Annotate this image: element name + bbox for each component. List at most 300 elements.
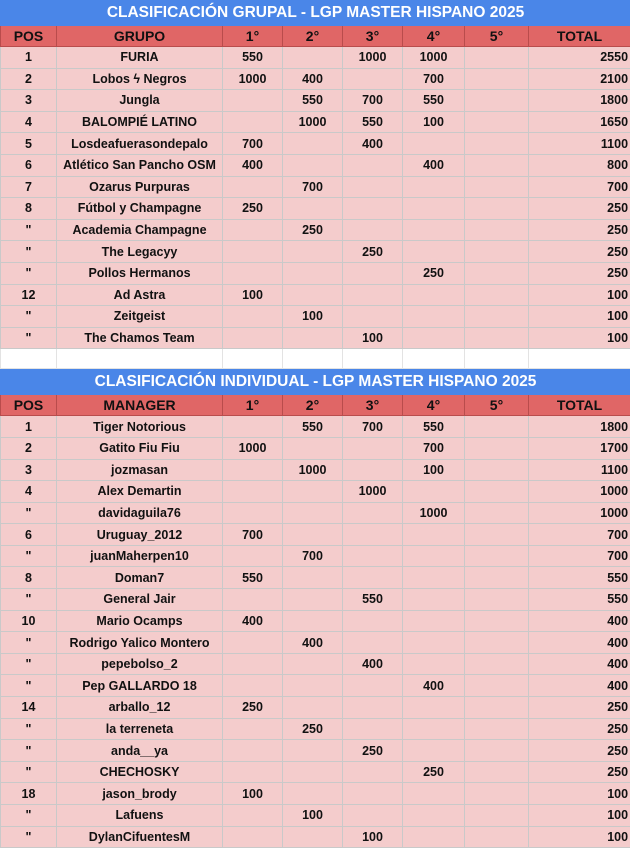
cell-pos[interactable]: " xyxy=(1,653,57,675)
cell-place-2[interactable] xyxy=(283,783,343,805)
group-table-title[interactable]: CLASIFICACIÓN GRUPAL - LGP MASTER HISPANO 2025 xyxy=(1,1,630,26)
cell-place-4[interactable] xyxy=(403,327,465,349)
cell-place-1[interactable] xyxy=(223,502,283,524)
cell-total[interactable]: 250 xyxy=(529,718,630,740)
cell-manager[interactable]: Lafuens xyxy=(57,805,223,827)
cell-place-1[interactable] xyxy=(223,481,283,503)
blank-cell[interactable] xyxy=(283,349,343,369)
cell-grupo[interactable]: The Legacyy xyxy=(57,241,223,263)
cell-place-4[interactable] xyxy=(403,176,465,198)
cell-pos[interactable]: " xyxy=(1,761,57,783)
cell-place-3[interactable] xyxy=(343,198,403,220)
cell-manager[interactable]: Pep GALLARDO 18 xyxy=(57,675,223,697)
cell-place-5[interactable] xyxy=(465,133,529,155)
cell-grupo[interactable]: Zeitgeist xyxy=(57,306,223,328)
cell-place-3[interactable] xyxy=(343,437,403,459)
header-grupo[interactable]: GRUPO xyxy=(57,26,223,47)
cell-place-4[interactable] xyxy=(403,783,465,805)
cell-total[interactable]: 400 xyxy=(529,632,630,654)
cell-place-2[interactable] xyxy=(283,133,343,155)
cell-place-5[interactable] xyxy=(465,610,529,632)
cell-place-4[interactable] xyxy=(403,567,465,589)
cell-place-4[interactable] xyxy=(403,481,465,503)
cell-place-2[interactable] xyxy=(283,502,343,524)
table-row xyxy=(1,697,630,719)
cell-pos[interactable]: " xyxy=(1,306,57,328)
cell-pos[interactable]: 6 xyxy=(1,524,57,546)
cell-place-5[interactable] xyxy=(465,111,529,133)
cell-place-1[interactable]: 550 xyxy=(223,47,283,69)
cell-manager[interactable]: Uruguay_2012 xyxy=(57,524,223,546)
cell-grupo[interactable]: FURIA xyxy=(57,47,223,69)
cell-place-4[interactable] xyxy=(403,610,465,632)
header-place-3[interactable]: 3° xyxy=(343,26,403,47)
blank-cell[interactable] xyxy=(343,349,403,369)
cell-manager[interactable]: Mario Ocamps xyxy=(57,610,223,632)
cell-place-5[interactable] xyxy=(465,327,529,349)
header-manager[interactable]: MANAGER xyxy=(57,395,223,416)
cell-place-3[interactable]: 1000 xyxy=(343,481,403,503)
cell-pos[interactable]: " xyxy=(1,219,57,241)
cell-place-3[interactable]: 700 xyxy=(343,416,403,438)
cell-place-4[interactable]: 700 xyxy=(403,68,465,90)
table-row xyxy=(1,327,630,349)
cell-pos[interactable]: " xyxy=(1,589,57,611)
cell-place-3[interactable] xyxy=(343,306,403,328)
cell-place-5[interactable] xyxy=(465,545,529,567)
cell-place-1[interactable] xyxy=(223,90,283,112)
cell-place-1[interactable]: 400 xyxy=(223,610,283,632)
cell-place-4[interactable]: 550 xyxy=(403,416,465,438)
cell-pos[interactable]: 2 xyxy=(1,437,57,459)
cell-place-4[interactable] xyxy=(403,718,465,740)
cell-pos[interactable]: " xyxy=(1,502,57,524)
cell-pos[interactable]: 4 xyxy=(1,481,57,503)
cell-place-5[interactable] xyxy=(465,524,529,546)
cell-pos[interactable]: 3 xyxy=(1,459,57,481)
header-place-5[interactable]: 5° xyxy=(465,26,529,47)
cell-pos[interactable]: 1 xyxy=(1,416,57,438)
cell-total[interactable]: 1100 xyxy=(529,133,630,155)
cell-place-3[interactable] xyxy=(343,219,403,241)
blank-cell[interactable] xyxy=(57,349,223,369)
cell-place-2[interactable]: 1000 xyxy=(283,111,343,133)
cell-place-4[interactable] xyxy=(403,653,465,675)
cell-place-4[interactable] xyxy=(403,805,465,827)
cell-place-2[interactable] xyxy=(283,262,343,284)
cell-place-3[interactable] xyxy=(343,697,403,719)
cell-total[interactable]: 250 xyxy=(529,740,630,762)
cell-place-4[interactable]: 400 xyxy=(403,154,465,176)
cell-place-5[interactable] xyxy=(465,262,529,284)
cell-manager[interactable]: Alex Demartin xyxy=(57,481,223,503)
cell-place-1[interactable]: 550 xyxy=(223,567,283,589)
cell-place-1[interactable]: 250 xyxy=(223,697,283,719)
header-place-5[interactable]: 5° xyxy=(465,395,529,416)
cell-place-1[interactable]: 100 xyxy=(223,783,283,805)
cell-grupo[interactable]: Lobos ϟ Negros xyxy=(57,68,223,90)
cell-place-2[interactable] xyxy=(283,653,343,675)
cell-place-3[interactable] xyxy=(343,154,403,176)
cell-pos[interactable]: " xyxy=(1,675,57,697)
cell-place-5[interactable] xyxy=(465,589,529,611)
cell-place-3[interactable]: 100 xyxy=(343,826,403,848)
cell-total[interactable]: 700 xyxy=(529,545,630,567)
cell-total[interactable]: 100 xyxy=(529,826,630,848)
cell-place-3[interactable] xyxy=(343,567,403,589)
cell-place-5[interactable] xyxy=(465,697,529,719)
cell-place-3[interactable] xyxy=(343,761,403,783)
cell-place-1[interactable]: 250 xyxy=(223,198,283,220)
cell-place-1[interactable] xyxy=(223,219,283,241)
cell-pos[interactable]: 8 xyxy=(1,198,57,220)
cell-total[interactable]: 250 xyxy=(529,262,630,284)
cell-place-1[interactable] xyxy=(223,632,283,654)
cell-place-3[interactable] xyxy=(343,610,403,632)
cell-place-2[interactable]: 100 xyxy=(283,805,343,827)
cell-place-1[interactable] xyxy=(223,718,283,740)
cell-place-5[interactable] xyxy=(465,90,529,112)
cell-place-2[interactable] xyxy=(283,198,343,220)
cell-place-2[interactable]: 550 xyxy=(283,90,343,112)
cell-total[interactable]: 250 xyxy=(529,761,630,783)
cell-place-3[interactable] xyxy=(343,502,403,524)
cell-pos[interactable]: " xyxy=(1,241,57,263)
header-place-2[interactable]: 2° xyxy=(283,26,343,47)
cell-place-5[interactable] xyxy=(465,481,529,503)
cell-grupo[interactable]: Ad Astra xyxy=(57,284,223,306)
cell-total[interactable]: 400 xyxy=(529,675,630,697)
header-place-4[interactable]: 4° xyxy=(403,26,465,47)
cell-place-1[interactable]: 100 xyxy=(223,284,283,306)
cell-pos[interactable]: 12 xyxy=(1,284,57,306)
individual-table-title[interactable]: CLASIFICACIÓN INDIVIDUAL - LGP MASTER HISPANO 2025 xyxy=(1,370,630,395)
cell-place-3[interactable] xyxy=(343,675,403,697)
cell-place-1[interactable]: 1000 xyxy=(223,68,283,90)
cell-grupo[interactable]: Atlético San Pancho OSM xyxy=(57,154,223,176)
cell-pos[interactable]: " xyxy=(1,632,57,654)
cell-place-5[interactable] xyxy=(465,68,529,90)
cell-place-3[interactable] xyxy=(343,176,403,198)
cell-total[interactable]: 1800 xyxy=(529,416,630,438)
cell-place-2[interactable]: 250 xyxy=(283,219,343,241)
cell-pos[interactable]: 1 xyxy=(1,47,57,69)
header-total[interactable]: TOTAL xyxy=(529,26,630,47)
cell-total[interactable]: 550 xyxy=(529,589,630,611)
cell-place-4[interactable] xyxy=(403,284,465,306)
cell-total[interactable]: 1100 xyxy=(529,459,630,481)
cell-grupo[interactable]: Losdeafuerasondepalo xyxy=(57,133,223,155)
cell-place-3[interactable]: 400 xyxy=(343,653,403,675)
cell-place-4[interactable]: 100 xyxy=(403,111,465,133)
cell-pos[interactable]: 10 xyxy=(1,610,57,632)
cell-place-3[interactable] xyxy=(343,783,403,805)
cell-manager[interactable]: anda__ya xyxy=(57,740,223,762)
cell-place-3[interactable] xyxy=(343,262,403,284)
blank-cell[interactable] xyxy=(1,349,57,369)
header-pos[interactable]: POS xyxy=(1,395,57,416)
cell-place-2[interactable]: 400 xyxy=(283,68,343,90)
cell-total[interactable]: 2100 xyxy=(529,68,630,90)
cell-place-1[interactable] xyxy=(223,740,283,762)
cell-place-4[interactable]: 1000 xyxy=(403,502,465,524)
cell-pos[interactable]: " xyxy=(1,327,57,349)
cell-manager[interactable]: Doman7 xyxy=(57,567,223,589)
cell-manager[interactable]: Rodrigo Yalico Montero xyxy=(57,632,223,654)
header-place-1[interactable]: 1° xyxy=(223,395,283,416)
cell-manager[interactable]: arballo_12 xyxy=(57,697,223,719)
cell-place-2[interactable] xyxy=(283,437,343,459)
cell-manager[interactable]: DylanCifuentesM xyxy=(57,826,223,848)
cell-total[interactable]: 400 xyxy=(529,653,630,675)
cell-grupo[interactable]: Fútbol y Champagne xyxy=(57,198,223,220)
cell-place-5[interactable] xyxy=(465,805,529,827)
cell-place-5[interactable] xyxy=(465,632,529,654)
cell-place-3[interactable] xyxy=(343,805,403,827)
cell-place-3[interactable] xyxy=(343,632,403,654)
cell-place-3[interactable]: 700 xyxy=(343,90,403,112)
header-place-3[interactable]: 3° xyxy=(343,395,403,416)
cell-place-1[interactable] xyxy=(223,675,283,697)
cell-place-4[interactable]: 250 xyxy=(403,761,465,783)
cell-place-2[interactable] xyxy=(283,610,343,632)
cell-place-5[interactable] xyxy=(465,567,529,589)
cell-total[interactable]: 100 xyxy=(529,327,630,349)
cell-total[interactable]: 250 xyxy=(529,219,630,241)
blank-cell[interactable] xyxy=(403,349,465,369)
cell-place-2[interactable] xyxy=(283,761,343,783)
cell-manager[interactable]: pepebolso_2 xyxy=(57,653,223,675)
cell-place-1[interactable] xyxy=(223,416,283,438)
cell-place-5[interactable] xyxy=(465,437,529,459)
cell-place-2[interactable]: 1000 xyxy=(283,459,343,481)
cell-place-4[interactable] xyxy=(403,740,465,762)
cell-place-5[interactable] xyxy=(465,826,529,848)
blank-cell[interactable] xyxy=(529,349,630,369)
cell-place-1[interactable] xyxy=(223,761,283,783)
cell-place-5[interactable] xyxy=(465,284,529,306)
cell-place-2[interactable] xyxy=(283,589,343,611)
cell-place-2[interactable] xyxy=(283,697,343,719)
cell-place-2[interactable] xyxy=(283,826,343,848)
cell-place-4[interactable] xyxy=(403,241,465,263)
cell-total[interactable]: 100 xyxy=(529,306,630,328)
cell-manager[interactable]: juanMaherpen10 xyxy=(57,545,223,567)
cell-place-1[interactable] xyxy=(223,545,283,567)
cell-place-5[interactable] xyxy=(465,675,529,697)
cell-place-2[interactable] xyxy=(283,567,343,589)
cell-place-4[interactable]: 100 xyxy=(403,459,465,481)
cell-place-4[interactable] xyxy=(403,826,465,848)
cell-place-2[interactable] xyxy=(283,47,343,69)
cell-place-3[interactable]: 1000 xyxy=(343,47,403,69)
cell-place-4[interactable] xyxy=(403,306,465,328)
cell-place-5[interactable] xyxy=(465,306,529,328)
cell-place-5[interactable] xyxy=(465,740,529,762)
cell-grupo[interactable]: Academia Champagne xyxy=(57,219,223,241)
cell-place-5[interactable] xyxy=(465,783,529,805)
cell-pos[interactable]: " xyxy=(1,826,57,848)
cell-place-3[interactable]: 550 xyxy=(343,111,403,133)
cell-place-3[interactable]: 100 xyxy=(343,327,403,349)
cell-place-1[interactable] xyxy=(223,826,283,848)
cell-place-5[interactable] xyxy=(465,154,529,176)
cell-place-3[interactable] xyxy=(343,718,403,740)
cell-grupo[interactable]: BALOMPIÉ LATINO xyxy=(57,111,223,133)
cell-place-4[interactable]: 250 xyxy=(403,262,465,284)
cell-place-5[interactable] xyxy=(465,176,529,198)
cell-place-5[interactable] xyxy=(465,459,529,481)
cell-place-5[interactable] xyxy=(465,198,529,220)
cell-pos[interactable]: 5 xyxy=(1,133,57,155)
cell-place-3[interactable]: 400 xyxy=(343,133,403,155)
cell-pos[interactable]: " xyxy=(1,805,57,827)
cell-place-1[interactable] xyxy=(223,262,283,284)
header-place-2[interactable]: 2° xyxy=(283,395,343,416)
cell-pos[interactable]: " xyxy=(1,262,57,284)
cell-total[interactable]: 100 xyxy=(529,805,630,827)
cell-place-3[interactable]: 250 xyxy=(343,241,403,263)
cell-place-2[interactable]: 700 xyxy=(283,176,343,198)
cell-pos[interactable]: 6 xyxy=(1,154,57,176)
cell-place-5[interactable] xyxy=(465,502,529,524)
cell-place-1[interactable] xyxy=(223,589,283,611)
cell-place-4[interactable] xyxy=(403,697,465,719)
cell-manager[interactable]: Gatito Fiu Fiu xyxy=(57,437,223,459)
cell-total[interactable]: 550 xyxy=(529,567,630,589)
cell-pos[interactable]: 8 xyxy=(1,567,57,589)
cell-place-1[interactable] xyxy=(223,459,283,481)
header-pos[interactable]: POS xyxy=(1,26,57,47)
cell-place-3[interactable] xyxy=(343,68,403,90)
cell-place-5[interactable] xyxy=(465,718,529,740)
cell-total[interactable]: 400 xyxy=(529,610,630,632)
cell-place-1[interactable]: 700 xyxy=(223,133,283,155)
cell-place-1[interactable]: 400 xyxy=(223,154,283,176)
cell-place-4[interactable]: 550 xyxy=(403,90,465,112)
blank-cell[interactable] xyxy=(465,349,529,369)
cell-pos[interactable]: 3 xyxy=(1,90,57,112)
cell-manager[interactable]: davidaguila76 xyxy=(57,502,223,524)
cell-total[interactable]: 250 xyxy=(529,241,630,263)
cell-place-5[interactable] xyxy=(465,241,529,263)
cell-place-1[interactable] xyxy=(223,805,283,827)
cell-pos[interactable]: 14 xyxy=(1,697,57,719)
header-total[interactable]: TOTAL xyxy=(529,395,630,416)
cell-place-2[interactable]: 250 xyxy=(283,718,343,740)
cell-place-4[interactable] xyxy=(403,219,465,241)
header-place-1[interactable]: 1° xyxy=(223,26,283,47)
cell-place-4[interactable]: 400 xyxy=(403,675,465,697)
cell-place-4[interactable]: 1000 xyxy=(403,47,465,69)
cell-manager[interactable]: General Jair xyxy=(57,589,223,611)
cell-place-4[interactable]: 700 xyxy=(403,437,465,459)
cell-place-2[interactable] xyxy=(283,327,343,349)
cell-total[interactable]: 100 xyxy=(529,284,630,306)
cell-pos[interactable]: " xyxy=(1,718,57,740)
cell-place-2[interactable] xyxy=(283,241,343,263)
cell-place-2[interactable] xyxy=(283,675,343,697)
cell-place-4[interactable] xyxy=(403,589,465,611)
cell-grupo[interactable]: Pollos Hermanos xyxy=(57,262,223,284)
blank-cell[interactable] xyxy=(223,349,283,369)
cell-place-3[interactable] xyxy=(343,524,403,546)
cell-total[interactable]: 1700 xyxy=(529,437,630,459)
cell-place-4[interactable] xyxy=(403,133,465,155)
cell-place-3[interactable] xyxy=(343,284,403,306)
cell-place-2[interactable] xyxy=(283,284,343,306)
cell-place-4[interactable] xyxy=(403,632,465,654)
cell-place-4[interactable] xyxy=(403,524,465,546)
cell-manager[interactable]: jozmasan xyxy=(57,459,223,481)
cell-place-2[interactable]: 550 xyxy=(283,416,343,438)
cell-place-1[interactable] xyxy=(223,327,283,349)
cell-place-5[interactable] xyxy=(465,653,529,675)
cell-total[interactable]: 800 xyxy=(529,154,630,176)
cell-manager[interactable]: CHECHOSKY xyxy=(57,761,223,783)
cell-place-1[interactable]: 1000 xyxy=(223,437,283,459)
cell-grupo[interactable]: Ozarus Purpuras xyxy=(57,176,223,198)
cell-pos[interactable]: 7 xyxy=(1,176,57,198)
cell-place-2[interactable]: 700 xyxy=(283,545,343,567)
cell-manager[interactable]: la terreneta xyxy=(57,718,223,740)
cell-place-1[interactable]: 700 xyxy=(223,524,283,546)
cell-place-1[interactable] xyxy=(223,111,283,133)
cell-place-1[interactable] xyxy=(223,176,283,198)
cell-grupo[interactable]: Jungla xyxy=(57,90,223,112)
cell-place-2[interactable]: 400 xyxy=(283,632,343,654)
cell-total[interactable]: 100 xyxy=(529,783,630,805)
cell-place-5[interactable] xyxy=(465,416,529,438)
header-place-4[interactable]: 4° xyxy=(403,395,465,416)
cell-place-2[interactable] xyxy=(283,481,343,503)
cell-place-4[interactable] xyxy=(403,545,465,567)
cell-total[interactable]: 700 xyxy=(529,176,630,198)
cell-place-5[interactable] xyxy=(465,219,529,241)
cell-total[interactable]: 250 xyxy=(529,697,630,719)
cell-place-3[interactable]: 250 xyxy=(343,740,403,762)
cell-place-1[interactable] xyxy=(223,306,283,328)
cell-grupo[interactable]: The Chamos Team xyxy=(57,327,223,349)
cell-place-2[interactable] xyxy=(283,154,343,176)
cell-manager[interactable]: Tiger Notorious xyxy=(57,416,223,438)
cell-total[interactable]: 1000 xyxy=(529,502,630,524)
cell-place-1[interactable] xyxy=(223,653,283,675)
cell-manager[interactable]: jason_brody xyxy=(57,783,223,805)
cell-place-5[interactable] xyxy=(465,47,529,69)
cell-total[interactable]: 1650 xyxy=(529,111,630,133)
cell-pos[interactable]: 18 xyxy=(1,783,57,805)
cell-place-3[interactable] xyxy=(343,459,403,481)
cell-total[interactable]: 1000 xyxy=(529,481,630,503)
cell-total[interactable]: 1800 xyxy=(529,90,630,112)
cell-pos[interactable]: " xyxy=(1,545,57,567)
cell-place-2[interactable] xyxy=(283,740,343,762)
cell-pos[interactable]: " xyxy=(1,740,57,762)
cell-total[interactable]: 700 xyxy=(529,524,630,546)
cell-place-5[interactable] xyxy=(465,761,529,783)
cell-total[interactable]: 2550 xyxy=(529,47,630,69)
cell-place-3[interactable] xyxy=(343,545,403,567)
cell-place-4[interactable] xyxy=(403,198,465,220)
cell-place-3[interactable]: 550 xyxy=(343,589,403,611)
cell-pos[interactable]: 4 xyxy=(1,111,57,133)
cell-pos[interactable]: 2 xyxy=(1,68,57,90)
cell-place-1[interactable] xyxy=(223,241,283,263)
cell-total[interactable]: 250 xyxy=(529,198,630,220)
cell-place-2[interactable] xyxy=(283,524,343,546)
cell-place-2[interactable]: 100 xyxy=(283,306,343,328)
